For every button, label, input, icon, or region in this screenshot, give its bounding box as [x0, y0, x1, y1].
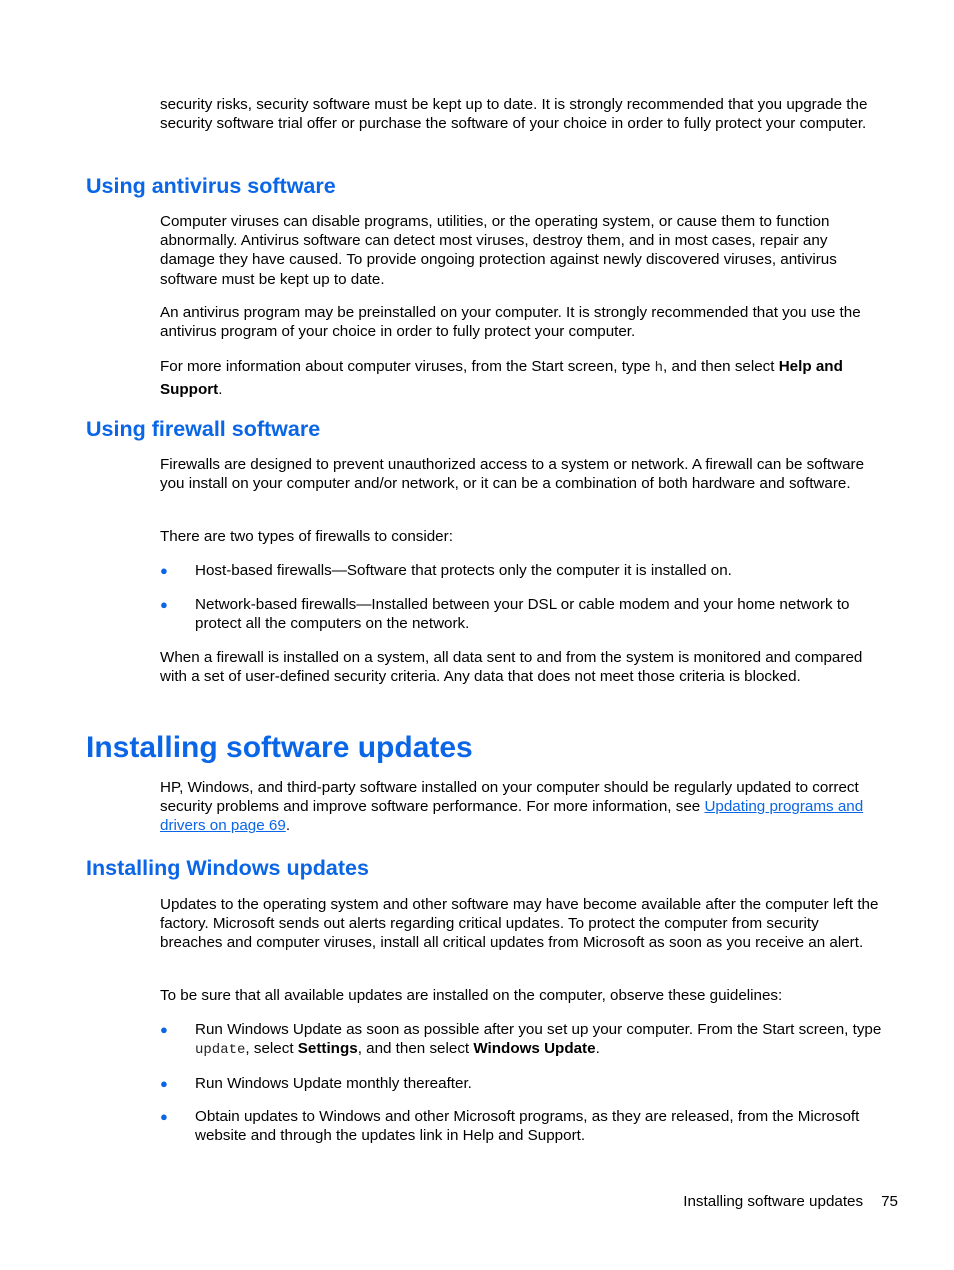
bullet-icon: ● [160, 597, 168, 612]
help-and-support-label: Help and Support [160, 358, 843, 398]
updating-programs-link[interactable]: Updating programs and drivers on page 69 [160, 798, 864, 835]
antivirus-p3-text: For more information about computer viruses, from the Start screen, type [160, 358, 655, 375]
item1-text: Run Windows Update as soon as possible after you set up your computer. From the Start screen, type [195, 1021, 882, 1038]
firewall-paragraph-3: When a firewall is installed on a system, all data sent to and from the system is monitored and compared with a set of user-defined security criteria. Any data that does not meet those criteria is blocked. [160, 649, 863, 686]
bullet-icon: ● [160, 1076, 168, 1091]
antivirus-paragraph-3 [160, 356, 885, 400]
item1-end: . [595, 1040, 600, 1058]
item1-mid1: , select [245, 1040, 298, 1058]
firewall-paragraph-2: There are two types of firewalls to consider: [160, 528, 453, 545]
windows-updates-heading: Installing Windows updates [86, 856, 369, 880]
windows-updates-paragraph-2: To be sure that all available updates are installed on the computer, observe these guidelines: [160, 987, 783, 1004]
settings-label: Settings [297, 1040, 358, 1058]
firewall-paragraph-1: Firewalls are designed to prevent unauthorized access to a system or network. A firewall can be software you install on your computer and/or network, or it can be a combination of both hardware and software. [160, 456, 865, 493]
footer-section-title: Installing software updates [683, 1193, 864, 1210]
antivirus-p3-mid: , and then select [663, 358, 779, 375]
antivirus-paragraph-2: An antivirus program may be preinstalled on your computer. It is strongly recommended that you use the antivirus program of your choice in order to fully protect your computer. [160, 304, 861, 341]
bullet-icon: ● [160, 1022, 168, 1037]
windows-updates-list-item: Obtain updates to Windows and other Microsoft programs, as they are released, from the Microsoft website and through the updates link in Help and Support. [195, 1108, 860, 1145]
antivirus-heading: Using antivirus software [86, 174, 336, 198]
item1-code: update [195, 1042, 246, 1059]
updates-p1-end: . [285, 817, 291, 835]
windows-updates-list-item: Run Windows Update monthly thereafter. [195, 1075, 472, 1092]
bullet-icon: ● [160, 563, 168, 578]
updates-p1-text: HP, Windows, and third-party software installed on your computer should be regularly updated to correct security problems and improve software performance. For more information, see [160, 779, 859, 816]
windows-updates-paragraph-1: Updates to the operating system and other software may have become available after the computer left the factory. Microsoft sends out alerts regarding critical updates. To protect the computer from security breaches and computer viruses, install all critical updates from Microsoft as soon as you receive an alert. [160, 896, 879, 952]
page-footer [560, 1192, 898, 1211]
intro-paragraph: security risks, security software must be kept up to date. It is strongly recommended that you upgrade the security software trial offer or purchase the software of your choice in order to fully protect your computer. [160, 96, 868, 133]
bullet-icon: ● [160, 1109, 168, 1124]
firewall-list-item: Network-based firewalls—Installed between your DSL or cable modem and your home network to protect all the computers on the network. [195, 596, 850, 633]
item1-mid2: , and then select [357, 1040, 474, 1058]
firewall-list-item: Host-based firewalls—Software that protects only the computer it is installed on. [195, 562, 732, 579]
antivirus-p3-code: h [654, 360, 664, 376]
updates-paragraph-1 [160, 778, 885, 836]
windows-update-label: Windows Update [473, 1040, 596, 1058]
page-number: 75 [881, 1193, 898, 1210]
antivirus-p3-end: . [218, 381, 223, 398]
updates-heading: Installing software updates [86, 731, 473, 764]
windows-updates-list-item [195, 1020, 885, 1060]
antivirus-paragraph-1: Computer viruses can disable programs, utilities, or the operating system, or cause them to function abnormally. Antivirus software can detect most viruses, destroy them, and in most cases, repair any damage they have caused. To provide ongoing protection against newly discovered viruses, antivirus software must be kept up to date. [160, 213, 837, 288]
firewall-heading: Using firewall software [86, 417, 321, 441]
